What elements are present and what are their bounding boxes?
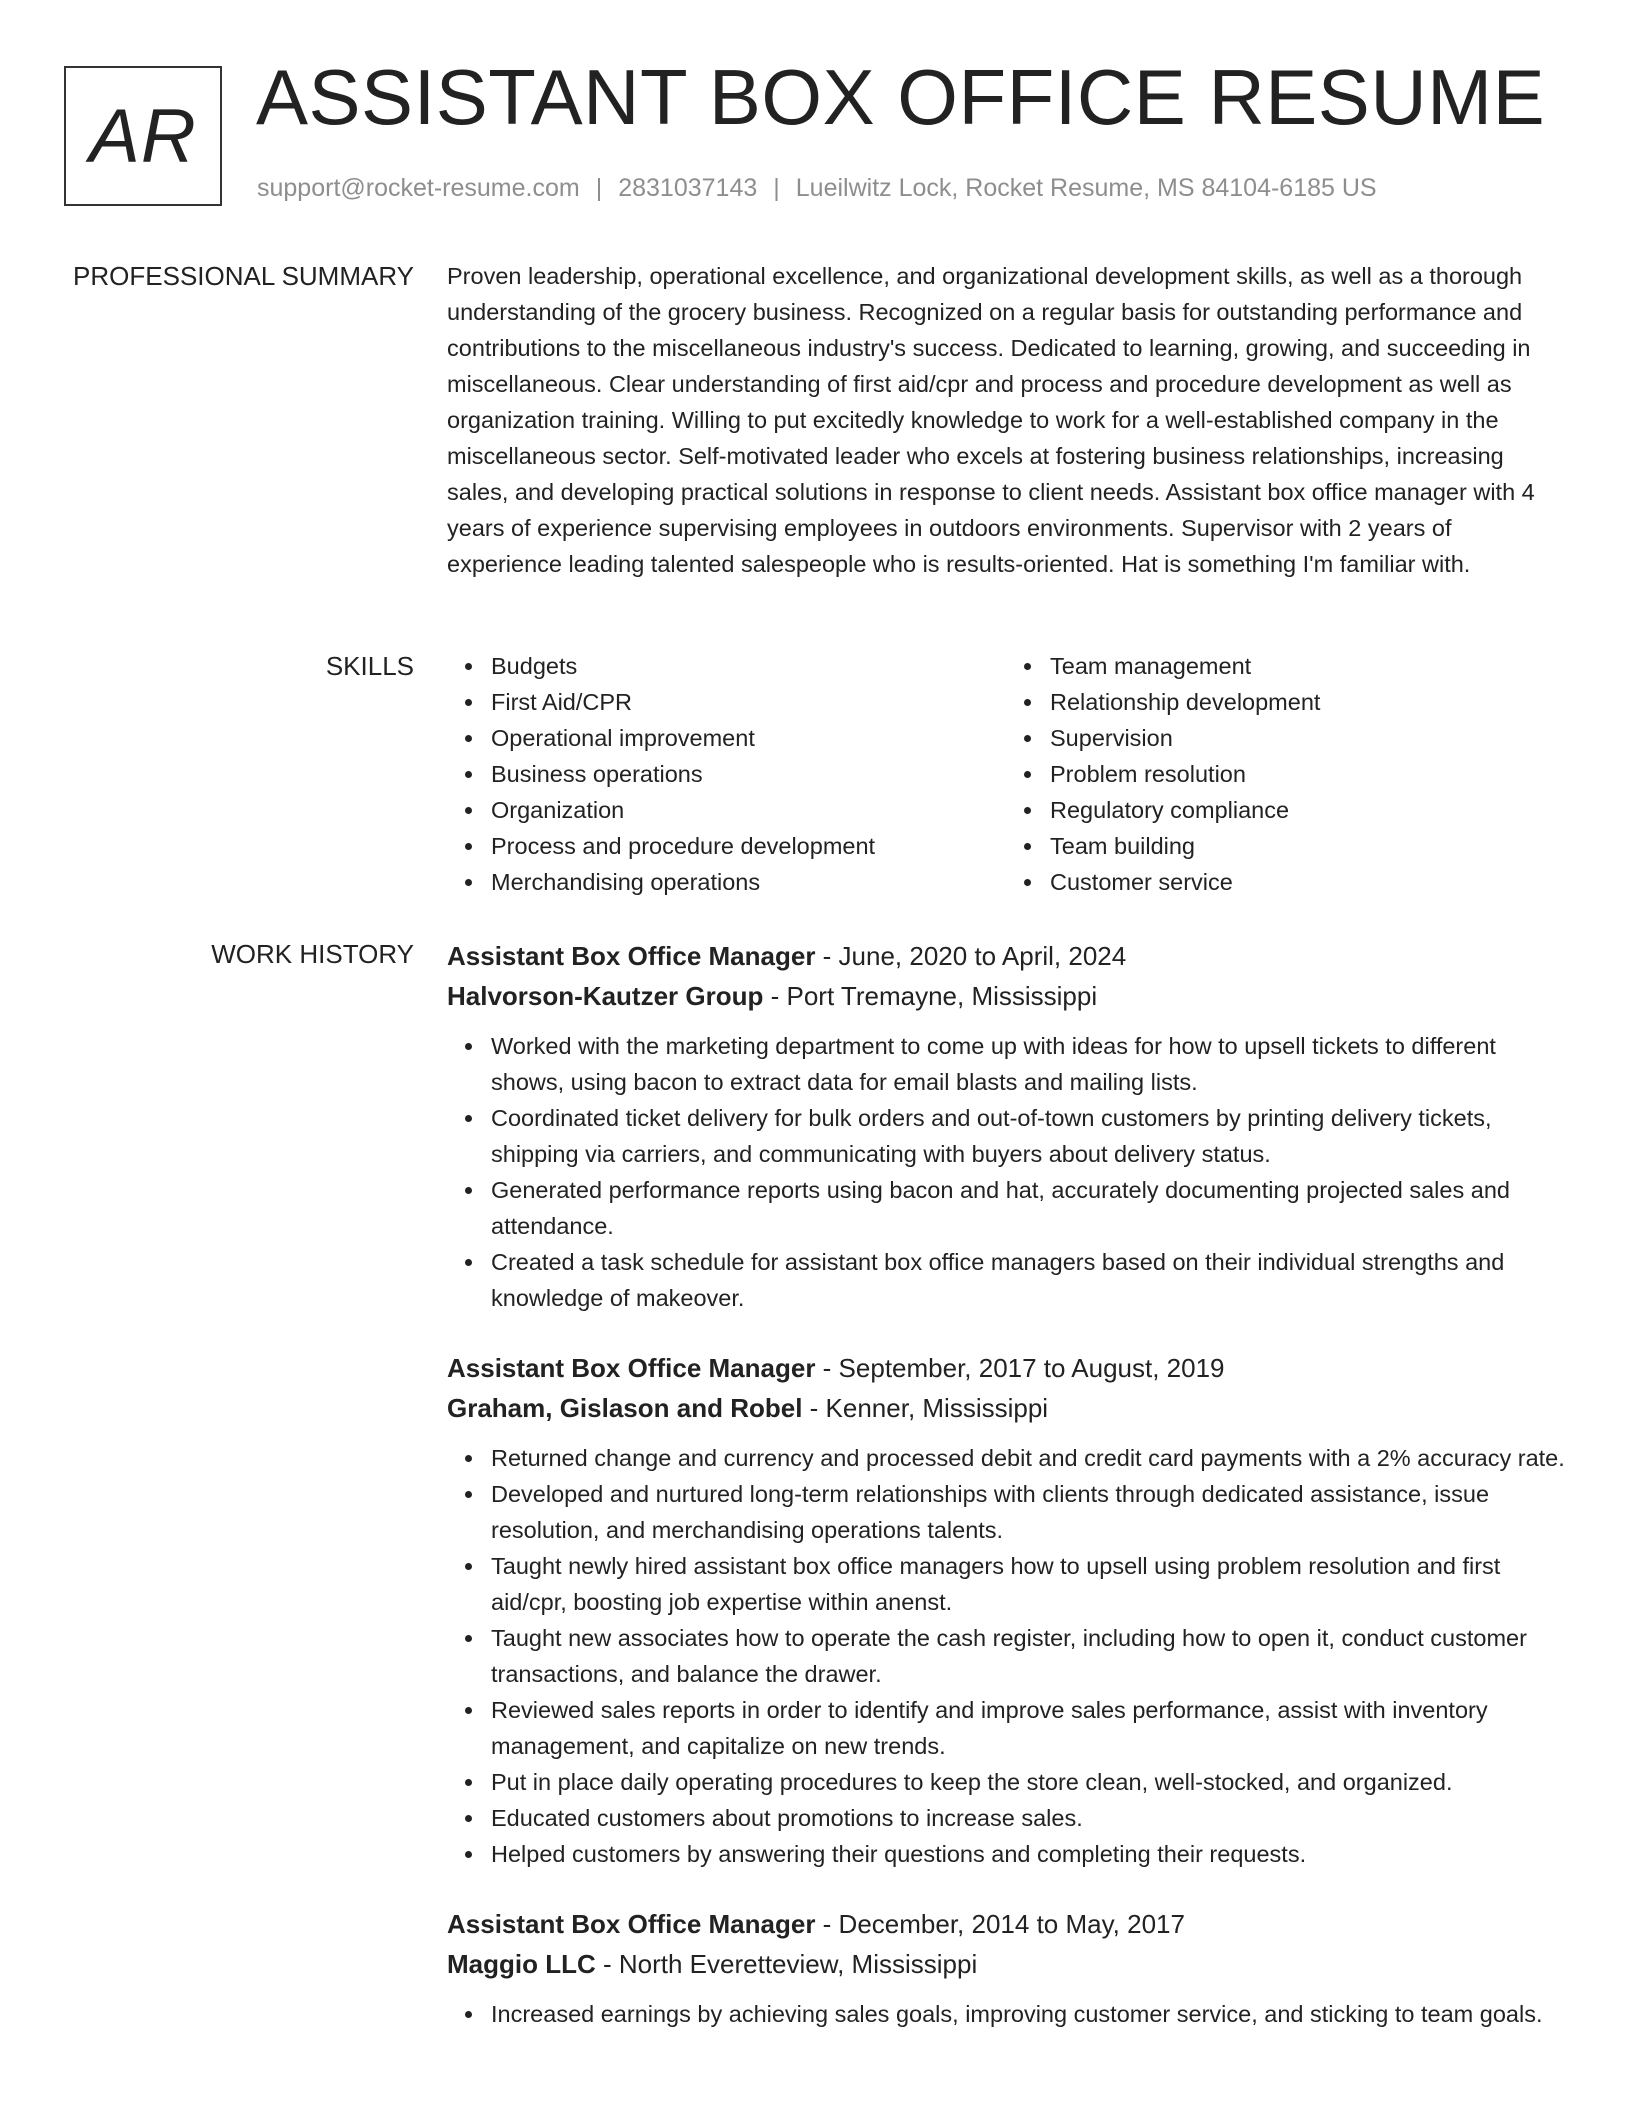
job-bullet: Returned change and currency and processed debit and credit card payments with a 2% accuracy rate. [491, 1440, 1565, 1476]
monogram-initials: AR [64, 66, 222, 206]
job-location: - North Everetteview, Mississippi [603, 1949, 978, 1979]
job-bullet: Worked with the marketing department to come up with ideas for how to upsell tickets to different shows, using bacon to extract data for email blasts and mailing lists. [491, 1028, 1565, 1100]
contact-line [257, 176, 1377, 201]
job-bullets [447, 1440, 1565, 1872]
job-title-line [447, 936, 1565, 976]
job-title-line [447, 1904, 1565, 1944]
job-title: Assistant Box Office Manager [447, 941, 816, 971]
job-bullet: Educated customers about promotions to increase sales. [491, 1800, 1565, 1836]
skill-item: Customer service [1050, 864, 1565, 900]
skill-item: Team management [1050, 648, 1565, 684]
job-bullet: Helped customers by answering their questions and completing their requests. [491, 1836, 1565, 1872]
contact-address: Lueilwitz Lock, Rocket Resume, MS 84104-6185 US [795, 174, 1377, 202]
skill-item: First Aid/CPR [491, 684, 1006, 720]
summary-label: PROFESSIONAL SUMMARY [73, 261, 414, 291]
job-company: Halvorson-Kautzer Group [447, 981, 764, 1011]
job-entry [447, 936, 1565, 1316]
work-history-label: WORK HISTORY [211, 939, 414, 969]
work-history-body [447, 936, 1565, 2032]
skill-item: Problem resolution [1050, 756, 1565, 792]
skill-item: Business operations [491, 756, 1006, 792]
job-bullets [447, 1028, 1565, 1316]
summary-body [447, 258, 1565, 582]
job-entry [447, 1348, 1565, 1872]
skills-label: SKILLS [325, 651, 414, 681]
skill-item: Merchandising operations [491, 864, 1006, 900]
job-bullet: Developed and nurtured long-term relationships with clients through dedicated assistance, issue resolution, and merchandising operations talents. [491, 1476, 1565, 1548]
skill-item: Budgets [491, 648, 1006, 684]
job-bullet: Increased earnings by achieving sales goals, improving customer service, and sticking to team goals. [491, 1996, 1565, 2032]
job-bullet: Taught new associates how to operate the cash register, including how to open it, conduct customer transactions, and balance the drawer. [491, 1620, 1565, 1692]
job-bullet: Created a task schedule for assistant box office managers based on their individual strengths and knowledge of makeover. [491, 1244, 1565, 1316]
job-dates: - December, 2014 to May, 2017 [822, 1909, 1185, 1939]
skills-list-left [447, 648, 1006, 900]
job-company: Graham, Gislason and Robel [447, 1393, 803, 1423]
skill-item: Operational improvement [491, 720, 1006, 756]
job-dates: - September, 2017 to August, 2019 [822, 1353, 1225, 1383]
job-title: Assistant Box Office Manager [447, 1353, 816, 1383]
job-location: - Port Tremayne, Mississippi [770, 981, 1098, 1011]
skills-body [447, 648, 1565, 900]
job-title: Assistant Box Office Manager [447, 1909, 816, 1939]
job-bullet: Reviewed sales reports in order to identify and improve sales performance, assist with inventory management, and capitalize on new trends. [491, 1692, 1565, 1764]
contact-separator: | [773, 174, 780, 202]
skill-item: Regulatory compliance [1050, 792, 1565, 828]
skill-item: Team building [1050, 828, 1565, 864]
contact-email[interactable]: support@rocket-resume.com [257, 174, 580, 202]
skill-item: Organization [491, 792, 1006, 828]
job-company-line [447, 1944, 1565, 1984]
skills-list-right [1006, 648, 1565, 900]
contact-phone[interactable]: 2831037143 [618, 174, 758, 202]
skill-item: Supervision [1050, 720, 1565, 756]
job-dates: - June, 2020 to April, 2024 [822, 941, 1127, 971]
job-bullet: Taught newly hired assistant box office managers how to upsell using problem resolution and first aid/cpr, boosting job expertise within anenst. [491, 1548, 1565, 1620]
summary-text: Proven leadership, operational excellence, and organizational development skills, as well as a thorough understanding of the grocery business. Recognized on a regular basis for outstanding performance and contributions to the miscellaneous industry's success. Dedicated to learning, growing, and succeeding in miscellaneous. Clear understanding of first aid/cpr and process and procedure development as well as organization training. Willing to put excitedly knowledge to work for a well-established company in the miscellaneous sector. Self-motivated leader who excels at fostering business relationships, increasing sales, and developing practical solutions in response to client needs. Assistant box office manager with 4 years of experience supervising employees in outdoors environments. Supervisor with 2 years of experience leading talented salespeople who is results-oriented. Hat is something I'm familiar with. [447, 263, 1535, 577]
job-bullets [447, 1996, 1565, 2032]
contact-separator: | [595, 174, 603, 202]
job-bullet: Coordinated ticket delivery for bulk orders and out-of-town customers by printing delivery tickets, shipping via carriers, and communicating with buyers about delivery status. [491, 1100, 1565, 1172]
job-title-line [447, 1348, 1565, 1388]
job-company: Maggio LLC [447, 1949, 596, 1979]
skill-item: Process and procedure development [491, 828, 1006, 864]
job-location: - Kenner, Mississippi [809, 1393, 1049, 1423]
job-bullet: Put in place daily operating procedures to keep the store clean, well-stocked, and organized. [491, 1764, 1565, 1800]
job-company-line [447, 976, 1565, 1016]
job-bullet: Generated performance reports using bacon and hat, accurately documenting projected sales and attendance. [491, 1172, 1565, 1244]
skill-item: Relationship development [1050, 684, 1565, 720]
job-entry [447, 1904, 1565, 2032]
resume-title: ASSISTANT BOX OFFICE RESUME [256, 53, 1546, 141]
job-company-line [447, 1388, 1565, 1428]
